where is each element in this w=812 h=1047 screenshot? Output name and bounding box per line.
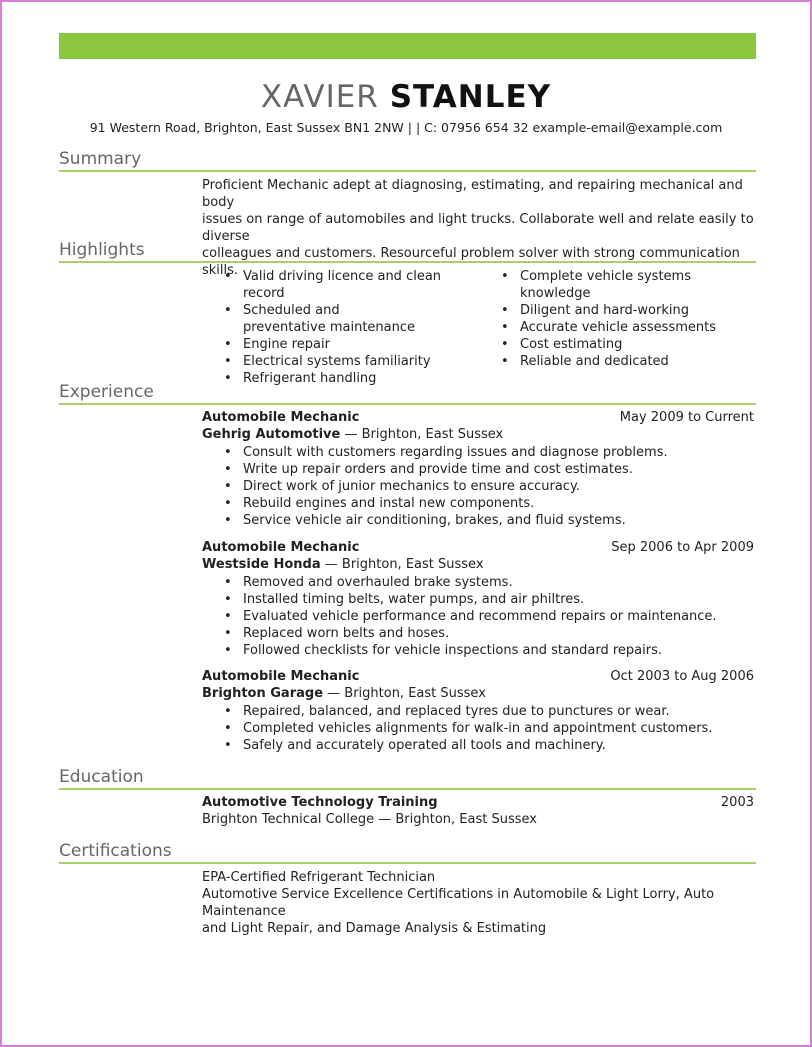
summary-line: Proficient Mechanic adept at diagnosing, estimating, and repairing mechanical and body — [202, 178, 743, 210]
summary-line: colleagues and customers. Resourceful problem solver with strong communication skills. — [202, 246, 740, 278]
degree-title: Automotive Technology Training — [202, 795, 438, 810]
section-divider — [59, 788, 756, 790]
section-title-experience: Experience — [59, 382, 154, 402]
list-item: • Installed timing belts, water pumps, and air philtres. — [202, 591, 762, 608]
summary-text — [202, 177, 762, 279]
list-item: • Completed vehicles alignments for walk-in and appointment customers. — [202, 720, 762, 737]
job-date: Oct 2003 to Aug 2006 — [610, 669, 754, 684]
section-divider — [59, 862, 756, 864]
section-divider — [59, 170, 756, 172]
list-item: • Scheduled and preventative maintenance — [202, 302, 423, 336]
employer-location: — Brighton, East Sussex — [320, 557, 484, 572]
summary-line: issues on range of automobiles and light trucks. Collaborate well and relate easily to diverse — [202, 212, 754, 244]
list-item: • Complete vehicle systems knowledge — [479, 268, 759, 302]
employer-line — [202, 427, 503, 442]
last-name: STANLEY — [389, 79, 552, 115]
list-item: • Removed and overhauled brake systems. — [202, 574, 762, 591]
employer-line — [202, 557, 484, 572]
employer-name: Brighton Garage — [202, 686, 324, 701]
section-title-summary: Summary — [59, 149, 142, 169]
section-title-education: Education — [59, 767, 144, 787]
list-item: • Direct work of junior mechanics to ensure accuracy. — [202, 478, 762, 495]
school-location: — Brighton, East Sussex — [374, 812, 537, 827]
list-item: • Replaced worn belts and hoses. — [202, 625, 762, 642]
employer-line — [202, 686, 486, 701]
list-item: • Repaired, balanced, and replaced tyres due to punctures or wear. — [202, 703, 762, 720]
list-item: • Safely and accurately operated all tools and machinery. — [202, 737, 762, 754]
job-title: Automobile Mechanic — [202, 540, 360, 555]
job-title: Automobile Mechanic — [202, 669, 360, 684]
certification-line: and Light Repair, and Damage Analysis & Estimating — [202, 921, 547, 936]
list-item: • Valid driving licence and clean record — [202, 268, 472, 302]
employer-name: Westside Honda — [202, 557, 321, 572]
certifications-text — [202, 869, 762, 937]
certification-line: EPA-Certified Refrigerant Technician — [202, 870, 436, 885]
list-item: • Evaluated vehicle performance and recommend repairs or maintenance. — [202, 608, 762, 625]
list-item: • Consult with customers regarding issues and diagnose problems. — [202, 444, 762, 461]
section-title-highlights: Highlights — [59, 240, 145, 260]
list-item: • Electrical systems familiarity — [202, 353, 472, 370]
list-item: • Engine repair — [202, 336, 472, 353]
certification-line: Automotive Service Excellence Certifications in Automobile & Light Lorry, Auto Maintenance — [202, 887, 715, 919]
list-item: • Write up repair orders and provide time and cost estimates. — [202, 461, 762, 478]
list-item: • Rebuild engines and instal new components. — [202, 495, 762, 512]
job-bullets — [202, 574, 762, 659]
job-bullets — [202, 444, 762, 529]
graduation-year: 2003 — [720, 795, 754, 810]
accent-bar — [59, 33, 756, 59]
list-item: • Service vehicle air conditioning, brakes, and fluid systems. — [202, 512, 762, 529]
contact-line: 91 Western Road, Brighton, East Sussex BN1 2NW | | C: 07956 654 32 example-email@example.com — [89, 120, 723, 135]
job-bullets — [202, 703, 762, 754]
employer-location: — Brighton, East Sussex — [323, 686, 486, 701]
list-item: • Reliable and dedicated — [479, 353, 759, 370]
job-title: Automobile Mechanic — [202, 410, 360, 425]
school-name: Brighton Technical College — [202, 812, 375, 827]
job-date: May 2009 to Current — [619, 410, 754, 425]
first-name: XAVIER — [260, 79, 379, 115]
employer-name: Gehrig Automotive — [202, 427, 341, 442]
section-divider — [59, 261, 756, 263]
section-title-certifications: Certifications — [59, 841, 172, 861]
school-line — [202, 812, 537, 827]
list-item: • Cost estimating — [479, 336, 759, 353]
list-item: • Diligent and hard-working — [479, 302, 759, 319]
highlights-right-list — [479, 268, 759, 370]
section-divider — [59, 403, 756, 405]
list-item: • Accurate vehicle assessments — [479, 319, 759, 336]
job-date: Sep 2006 to Apr 2009 — [611, 540, 754, 555]
list-item: • Followed checklists for vehicle inspections and standard repairs. — [202, 642, 762, 659]
list-item: • Refrigerant handling — [202, 370, 472, 387]
highlights-left-list — [202, 268, 472, 387]
employer-location: — Brighton, East Sussex — [340, 427, 504, 442]
candidate-name — [2, 79, 810, 115]
